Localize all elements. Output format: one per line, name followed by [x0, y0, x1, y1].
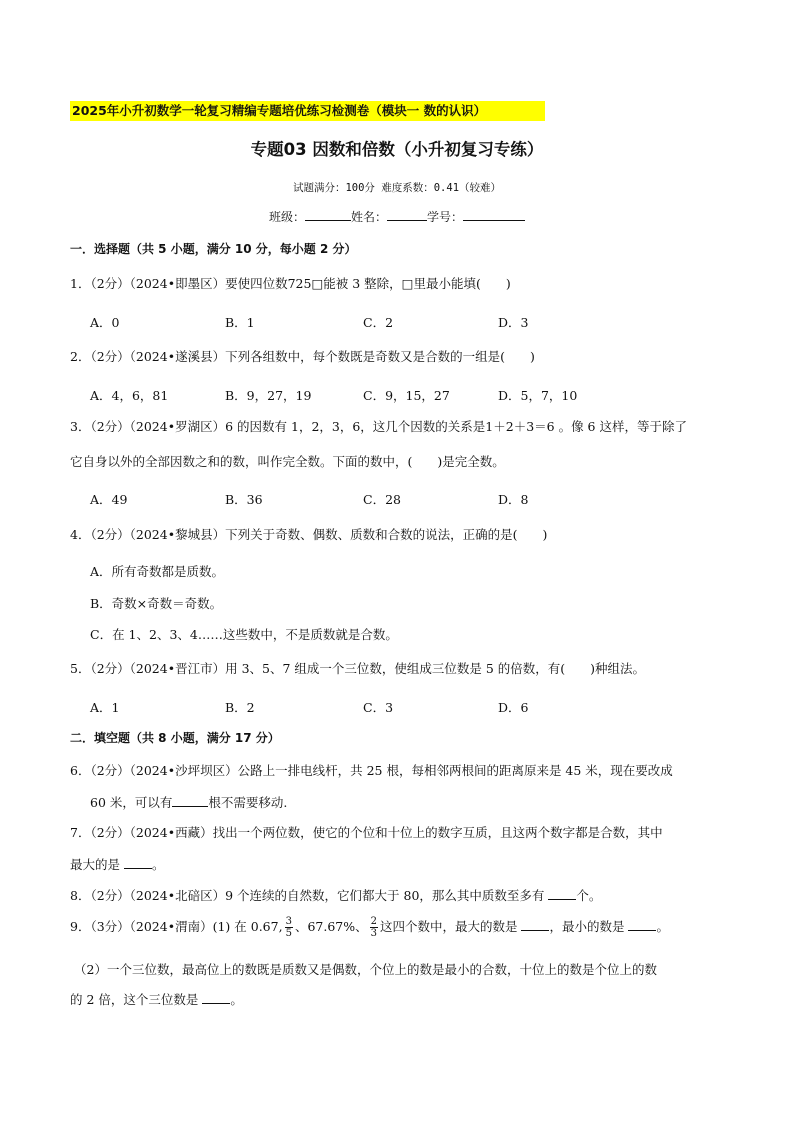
id-blank[interactable] — [463, 208, 525, 221]
q4-option-a[interactable]: A．所有奇数都是质数。 — [90, 564, 225, 579]
question-9-line1 — [70, 913, 669, 941]
question-7-line2 — [70, 855, 165, 873]
question-6-line1: 6．（2分）（2024•沙坪坝区）公路上一排电线杆，共 25 根，每相邻两根间的距离原来是 45 米，现在要改成 — [70, 763, 673, 778]
name-blank[interactable] — [387, 208, 427, 221]
frac1-numerator: 3 — [285, 916, 292, 927]
q6-text-b: 根不需要移动. — [208, 795, 288, 810]
q1-option-a[interactable]: A．0 — [90, 315, 120, 330]
q4-option-b[interactable]: B．奇数×奇数＝奇数。 — [90, 596, 223, 611]
question-3-line2: 它自身以外的全部因数之和的数，叫作完全数。下面的数中，( )是完全数。 — [70, 454, 505, 469]
section-heading-choice: 一．选择题（共 5 小题，满分 10 分，每小题 2 分） — [70, 242, 357, 256]
q5-option-b[interactable]: B．2 — [225, 700, 255, 715]
q1-option-b[interactable]: B．1 — [225, 315, 255, 330]
student-info-line — [0, 208, 794, 225]
question-1: 1．（2分）（2024•即墨区）要使四位数725□能被 3 整除，□里最小能填( ) — [70, 276, 511, 291]
q9-text-c: 这四个数中，最大的数是 — [379, 919, 522, 934]
q8-answer-blank[interactable] — [548, 887, 576, 900]
page-title: 专题03 因数和倍数（小升初复习专练） — [250, 140, 544, 159]
class-label: 班级： — [268, 210, 305, 224]
q5-option-a[interactable]: A．1 — [90, 700, 120, 715]
q4-option-c[interactable]: C．在 1、2、3、4……这些数中，不是质数就是合数。 — [90, 627, 398, 642]
q3-option-c[interactable]: C．28 — [363, 492, 401, 507]
q1-option-c[interactable]: C．2 — [363, 315, 394, 330]
q8-text-b: 个。 — [576, 888, 602, 903]
question-9-line2: （2）一个三位数，最高位上的数既是质数又是偶数，个位上的数是最小的合数，十位上的数是个位上的数 — [74, 962, 657, 977]
class-blank[interactable] — [305, 208, 351, 221]
q9-text-b: 、67.67%、 — [294, 919, 368, 934]
q2-option-d[interactable]: D．5，7，10 — [498, 388, 578, 403]
frac2-denominator: 3 — [370, 928, 377, 939]
q7-text-a: 最大的是 — [70, 857, 124, 872]
question-5: 5．（2分）（2024•晋江市）用 3、5、7 组成一个三位数，使组成三位数是 5 的倍数，有( )种组法。 — [70, 661, 646, 676]
question-6-line2 — [90, 793, 287, 811]
question-8 — [70, 886, 601, 904]
q6-text-a: 60 米，可以有 — [90, 795, 173, 810]
name-label: 姓名： — [350, 210, 387, 224]
q3-option-d[interactable]: D．8 — [498, 492, 529, 507]
q5-option-c[interactable]: C．3 — [363, 700, 394, 715]
q9-text-f: 的 2 倍，这个三位数是 — [70, 992, 203, 1007]
q2-option-a[interactable]: A．4，6，81 — [90, 388, 169, 403]
q7-text-b: 。 — [151, 857, 165, 872]
fraction-three-fifths — [285, 916, 293, 939]
q8-text-a: 8．（2分）（2024•北碚区）9 个连续的自然数，它们都大于 80，那么其中质数至多有 — [70, 888, 549, 903]
id-label: 学号： — [427, 210, 464, 224]
exam-meta: 试题满分：100分 难度系数：0.41（较难） — [292, 182, 502, 194]
section-heading-fill: 二．填空题（共 8 小题，满分 17 分） — [70, 731, 280, 745]
question-3-line1: 3．（2分）（2024•罗湖区）6 的因数有 1，2，3，6，这几个因数的关系是1＋2＋3＝6 。像 6 这样，等于除了 — [70, 419, 687, 434]
q9-number-blank[interactable] — [202, 991, 230, 1004]
series-banner: 2025年小升初数学一轮复习精编专题培优练习检测卷（模块一 数的认识） — [70, 101, 545, 121]
q3-option-a[interactable]: A．49 — [90, 492, 128, 507]
q1-option-d[interactable]: D．3 — [498, 315, 529, 330]
question-4: 4．（2分）（2024•黎城县）下列关于奇数、偶数、质数和合数的说法，正确的是( ) — [70, 527, 548, 542]
q9-text-e: 。 — [656, 919, 669, 934]
fraction-two-thirds — [370, 916, 378, 939]
question-9-line3 — [70, 990, 243, 1008]
q2-option-b[interactable]: B．9，27，19 — [225, 388, 312, 403]
question-2: 2．（2分）（2024•遂溪县）下列各组数中，每个数既是奇数又是合数的一组是( ) — [70, 349, 535, 364]
frac2-numerator: 2 — [370, 916, 377, 927]
q7-answer-blank[interactable] — [124, 856, 152, 869]
q6-answer-blank[interactable] — [172, 794, 208, 807]
q9-text-g: 。 — [230, 992, 243, 1007]
q9-text-a: 9．（3分）（2024•渭南）(1) 在 0.67, — [70, 919, 283, 934]
q9-max-blank[interactable] — [521, 918, 549, 931]
q9-text-d: ，最小的数是 — [549, 919, 629, 934]
question-7-line1: 7．（2分）（2024•西藏）找出一个两位数，使它的个位和十位上的数字互质，且这两个数字都是合数，其中 — [70, 825, 663, 840]
q2-option-c[interactable]: C．9，15，27 — [363, 388, 450, 403]
q5-option-d[interactable]: D．6 — [498, 700, 529, 715]
frac1-denominator: 5 — [285, 928, 292, 939]
q9-min-blank[interactable] — [628, 918, 656, 931]
q3-option-b[interactable]: B．36 — [225, 492, 263, 507]
